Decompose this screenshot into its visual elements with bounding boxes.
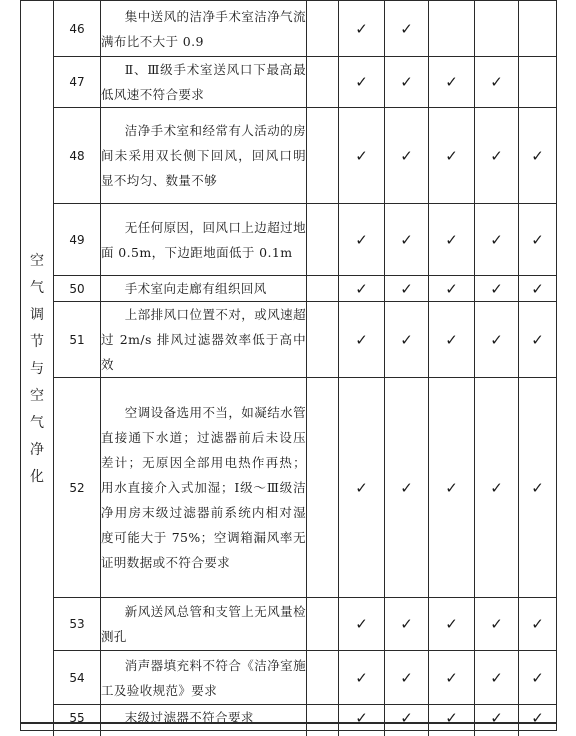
check-cell (519, 204, 557, 276)
item-description (101, 1, 307, 57)
check-cell (475, 302, 519, 378)
check-cell (385, 651, 429, 705)
item-number: 49 (54, 204, 101, 276)
check-cell (475, 651, 519, 705)
category-cell (21, 1, 54, 731)
check-mark-icon: ✓ (355, 19, 368, 38)
check-mark-icon: ✓ (355, 668, 368, 687)
check-cell (475, 1, 519, 57)
check-cell (385, 302, 429, 378)
table-row (21, 1, 557, 57)
check-cell (519, 57, 557, 108)
table-row (21, 378, 557, 598)
check-cell (385, 57, 429, 108)
table-row (21, 598, 557, 651)
check-cell (385, 1, 429, 57)
check-mark-icon: ✓ (400, 19, 413, 38)
check-cell (429, 598, 475, 651)
check-mark-icon: ✓ (445, 615, 458, 633)
check-mark-icon: ✓ (355, 230, 368, 249)
check-mark-icon: ✓ (400, 73, 413, 91)
item-description-text: 集中送风的洁净手术室洁净气流满布比不大于 0.9 (101, 8, 306, 49)
check-mark-icon: ✓ (400, 279, 413, 298)
check-cell (385, 276, 429, 302)
check-cell (429, 276, 475, 302)
check-cell (475, 276, 519, 302)
check-cell (429, 378, 475, 598)
item-description (101, 108, 307, 204)
check-cell (339, 108, 385, 204)
check-mark-icon: ✓ (531, 146, 544, 165)
check-mark-icon: ✓ (355, 330, 368, 349)
check-cell (429, 651, 475, 705)
check-mark-icon: ✓ (355, 73, 368, 91)
check-cell (429, 57, 475, 108)
check-cell (475, 598, 519, 651)
check-cell (385, 204, 429, 276)
item-description-text: 末级过滤器不符合要求 (124, 710, 254, 725)
check-mark-icon: ✓ (490, 230, 503, 249)
check-cell (339, 302, 385, 378)
item-description-text: 上部排风口位置不对，或风速超过 2m/s 排风过滤器效率低于高中效 (101, 307, 306, 372)
check-mark-icon: ✓ (355, 146, 368, 165)
check-cell (339, 651, 385, 705)
check-mark-icon: ✓ (490, 330, 503, 349)
check-cell (339, 378, 385, 598)
check-cell (339, 204, 385, 276)
check-cell (519, 108, 557, 204)
check-mark-icon: ✓ (400, 230, 413, 249)
table-row (21, 651, 557, 705)
check-cell (475, 378, 519, 598)
check-cell (475, 204, 519, 276)
check-mark-icon: ✓ (531, 279, 544, 298)
blank-cell (307, 302, 339, 378)
check-cell (519, 378, 557, 598)
item-description-text: 洁净手术室和经常有人活动的房间未采用双长侧下回风，回风口明显不均匀、数量不够 (101, 123, 306, 188)
item-description (101, 302, 307, 378)
item-number: 53 (54, 598, 101, 651)
inspection-table (20, 0, 557, 731)
check-mark-icon: ✓ (400, 146, 413, 165)
check-mark-icon: ✓ (355, 478, 368, 497)
item-description (101, 276, 307, 302)
item-description (101, 651, 307, 705)
check-mark-icon: ✓ (445, 478, 458, 497)
table-row (21, 108, 557, 204)
check-mark-icon: ✓ (490, 73, 503, 91)
check-cell (429, 108, 475, 204)
check-mark-icon: ✓ (445, 146, 458, 165)
item-number: 50 (54, 276, 101, 302)
category-label: 空气调节与空气净化 (30, 253, 44, 485)
item-number: 52 (54, 378, 101, 598)
check-mark-icon: ✓ (400, 615, 413, 633)
check-cell (519, 302, 557, 378)
check-mark-icon: ✓ (355, 708, 368, 727)
item-description (101, 204, 307, 276)
item-number: 55 (54, 705, 101, 731)
check-cell (429, 1, 475, 57)
check-cell (519, 651, 557, 705)
item-description-text: 空调设备选用不当，如凝结水管直接通下水道；过滤器前后未设压差计；无原因全部用电热作再热；用水直接介入式加湿；Ⅰ级～Ⅲ级洁净用房末级过滤器前系统内相对湿度可能大于 75%；空调箱漏风率无证明数据或不符合要求 (101, 405, 306, 570)
table-row (21, 276, 557, 302)
check-mark-icon: ✓ (445, 73, 458, 91)
check-cell (475, 57, 519, 108)
check-mark-icon: ✓ (445, 668, 458, 687)
check-mark-icon: ✓ (445, 330, 458, 349)
check-cell (429, 302, 475, 378)
item-description (101, 598, 307, 651)
check-mark-icon: ✓ (531, 615, 544, 633)
blank-cell (307, 57, 339, 108)
blank-cell (307, 651, 339, 705)
table-row (21, 302, 557, 378)
item-number: 47 (54, 57, 101, 108)
check-cell (385, 378, 429, 598)
check-mark-icon: ✓ (490, 668, 503, 687)
table-body (21, 1, 557, 731)
check-cell (339, 598, 385, 651)
check-mark-icon: ✓ (531, 230, 544, 249)
check-mark-icon: ✓ (355, 279, 368, 298)
check-cell (519, 276, 557, 302)
blank-cell (307, 378, 339, 598)
check-mark-icon: ✓ (445, 279, 458, 298)
check-mark-icon: ✓ (445, 708, 458, 727)
blank-cell (307, 108, 339, 204)
item-description-text: 消声器填充料不符合《洁净室施工及验收规范》要求 (101, 657, 306, 698)
check-mark-icon: ✓ (531, 668, 544, 687)
check-cell (429, 204, 475, 276)
item-description (101, 378, 307, 598)
check-mark-icon: ✓ (400, 330, 413, 349)
item-number: 51 (54, 302, 101, 378)
table-row (21, 57, 557, 108)
item-number: 54 (54, 651, 101, 705)
check-mark-icon: ✓ (445, 230, 458, 249)
check-mark-icon: ✓ (531, 708, 544, 727)
check-cell (385, 598, 429, 651)
item-description-text: 新风送风总管和支管上无风量检测孔 (101, 604, 306, 644)
check-mark-icon: ✓ (490, 708, 503, 727)
check-cell (339, 1, 385, 57)
check-cell (385, 108, 429, 204)
item-description-text: Ⅱ、Ⅲ级手术室送风口下最高最低风速不符合要求 (101, 62, 306, 102)
check-mark-icon: ✓ (490, 478, 503, 497)
check-mark-icon: ✓ (400, 708, 413, 727)
blank-cell (307, 1, 339, 57)
check-cell (475, 108, 519, 204)
check-mark-icon: ✓ (400, 478, 413, 497)
check-cell (339, 276, 385, 302)
blank-cell (307, 598, 339, 651)
check-mark-icon: ✓ (400, 668, 413, 687)
item-number: 46 (54, 1, 101, 57)
check-mark-icon: ✓ (490, 279, 503, 298)
blank-cell (307, 276, 339, 302)
item-number: 48 (54, 108, 101, 204)
check-mark-icon: ✓ (531, 330, 544, 349)
check-mark-icon: ✓ (490, 146, 503, 165)
check-cell (519, 1, 557, 57)
check-cell (339, 57, 385, 108)
check-mark-icon: ✓ (531, 478, 544, 497)
blank-cell (307, 204, 339, 276)
item-description-text: 手术室向走廊有组织回风 (124, 281, 267, 296)
table-row (21, 204, 557, 276)
check-mark-icon: ✓ (490, 615, 503, 633)
item-description (101, 57, 307, 108)
check-cell (519, 598, 557, 651)
item-description-text: 无任何原因，回风口上边超过地面 0.5m，下边距地面低于 0.1m (101, 219, 306, 260)
check-mark-icon: ✓ (355, 615, 368, 633)
